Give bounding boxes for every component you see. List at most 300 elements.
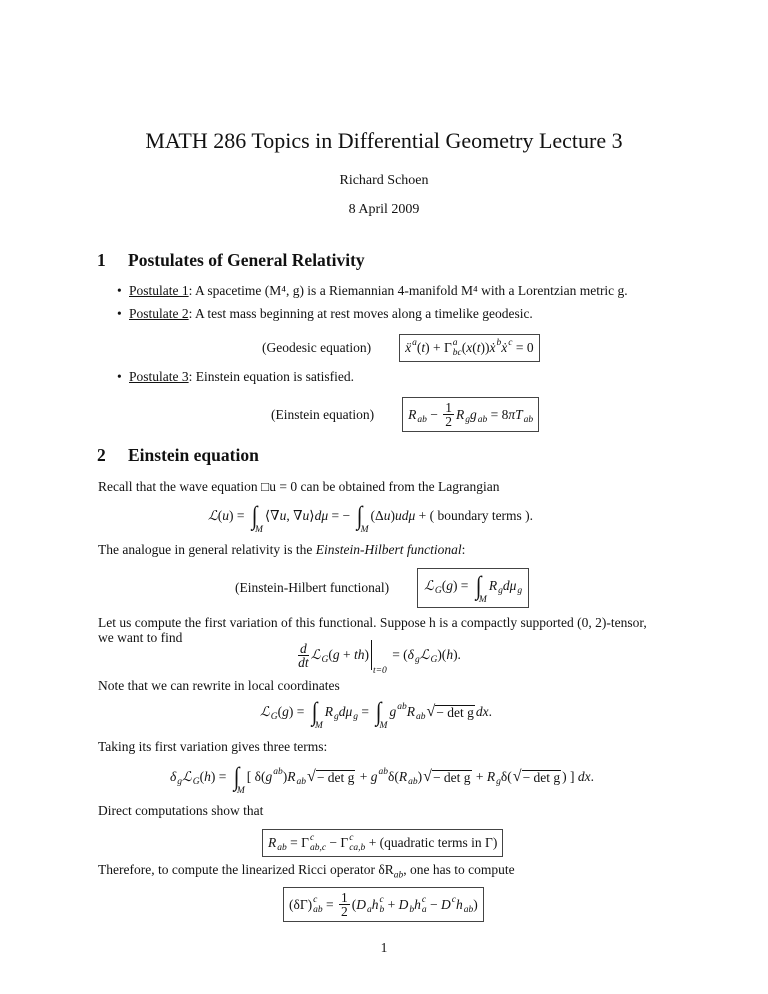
subscript: ab,c [309,843,327,853]
symbol-base: dx [577,769,591,784]
symbol-base: R [488,578,498,593]
radical-symbol: √ [423,768,432,785]
indices [464,895,474,915]
first-variation-display [170,762,595,796]
symbol-base: R [406,704,415,719]
subscript: G [430,655,438,665]
math-symbol [315,508,329,524]
symbol-base: th [353,647,365,662]
subscript: b [379,904,385,915]
text: The analogue in general relativity is the [98,542,316,557]
square-root [426,703,474,721]
numerator: 1 [445,400,452,415]
symbol-base: ℒ [260,704,270,719]
superscript [435,576,442,586]
symbol-base: h [204,769,211,784]
symbol-base: R [268,835,277,850]
math-text: δ( [388,769,399,784]
symbol-base: ẋ [489,340,496,355]
superscript [430,645,437,655]
integral-domain: M [379,721,388,731]
symbol-base: ẋ [501,340,508,355]
symbol-base: u [222,508,229,523]
list-item [117,369,354,385]
postulate-text: : A spacetime (M⁴, g) is a Riemannian 4-manifold M⁴ with a Lorentzian metric g. [188,283,628,298]
math-symbol [384,508,391,524]
integral-symbol: ∫ [376,697,382,726]
superscript [297,767,307,777]
math-text: = 8 [487,406,509,422]
math-text: ) = [210,769,230,784]
square-root [307,768,355,786]
math-text: ( [472,340,477,355]
symbol-base: g [389,704,397,719]
symbol-base: D [398,896,409,912]
indices [349,833,365,853]
indices [517,576,522,596]
integral-domain: M [236,786,245,796]
math-text: (Δ [370,508,384,523]
integral-domain: M [360,525,369,535]
math-text: + [356,769,371,784]
symbol-base: h [446,647,454,662]
math-symbol [490,338,502,358]
subscript [273,777,283,787]
math-symbol [399,767,418,787]
section-heading-2 [97,445,259,466]
subscript [379,777,389,787]
math-text: ). [453,647,461,662]
indices [435,576,442,596]
indices [321,645,328,665]
math-symbol [446,578,453,594]
math-symbol [503,576,522,596]
superscript: a [412,338,417,348]
math-symbol [456,405,470,425]
math-symbol [312,895,323,915]
bullet-icon: • [117,369,122,384]
square-root [423,768,471,786]
variation-display [296,640,461,676]
symbol-base: R [486,769,496,784]
subscript [397,712,407,722]
symbol-base: D [356,896,367,912]
math-text: = [358,704,373,719]
math-symbol [489,576,503,596]
superscript: ab [273,767,283,777]
subscript: ab [415,712,426,722]
indices [524,405,534,425]
einstein-hilbert-display [235,568,529,608]
radical-symbol: √ [307,768,316,785]
integral-sign [251,501,263,535]
math-text: ) [417,769,423,784]
math-text: ) = [288,704,308,719]
postulate-text: : Einstein equation is satisfied. [188,369,354,384]
math-text: ) [282,769,288,784]
subscript: a [367,904,372,915]
math-symbol [395,508,415,524]
symbol-base: ẍ [405,340,412,355]
integral-symbol: ∫ [357,501,363,530]
subscript: ab [313,904,323,915]
math-text: ) = [452,578,472,593]
superscript [271,702,278,712]
superscript [193,767,200,777]
equation-label: (Geodesic equation) [262,340,372,355]
radical-symbol: √ [426,703,436,720]
radicand: − det g [522,769,561,785]
superscript [321,645,328,655]
symbol-base: ℒ [424,578,434,593]
subscript: g [465,414,470,425]
symbol-base: g [370,769,378,784]
math-text: − [326,835,341,850]
math-text: = 0 [512,340,534,355]
emphasis: Einstein-Hilbert functional [315,542,462,557]
symbol-base: g [265,769,273,784]
math-symbol [182,767,200,787]
subscript: g [334,712,339,722]
postulate-text: : A test mass beginning at rest moves along a timelike geodesic. [188,306,533,321]
text: Therefore, to compute the linearized Ricci operator δR [98,862,394,877]
integral-symbol: ∫ [311,697,318,726]
indices [297,767,307,787]
einstein-equation-display [271,397,539,432]
equation-box [402,397,539,432]
local-coordinates-equation [260,697,492,731]
math-text: − [426,406,442,422]
bullet-icon: • [117,283,122,298]
math-symbol [208,508,218,524]
math-text: [ δ( [246,769,266,784]
bullet-icon: • [117,306,122,321]
math-text: )) [480,340,490,355]
document-title: MATH 286 Topics in Differential Geometry Lecture 3 [145,128,623,153]
subscript: ab [393,870,404,881]
ricci-equation [268,833,497,853]
math-text: ( [277,704,283,719]
indices [478,405,488,425]
superscript [524,405,534,415]
symbol-base: Γ [301,835,309,850]
math-symbol [222,508,229,524]
math-symbol [420,645,438,665]
superscript: c [309,833,315,843]
integral-domain: M [314,721,323,731]
math-symbol [389,702,406,722]
subscript: ab [277,843,287,853]
indices [430,645,437,665]
math-symbol [441,895,456,915]
lagrangian-equation [208,501,534,535]
math-symbol [325,702,339,722]
symbol-base: δ [170,769,177,784]
local-coordinates-display [260,697,492,731]
evaluation-point: t=0 [373,666,387,676]
first-variation-equation [170,762,595,796]
math-symbol [301,833,326,853]
superscript: c [379,894,384,905]
math-text: ) [473,896,478,912]
equation-box [262,829,503,857]
math-symbol [578,769,591,785]
superscript [277,833,287,843]
math-text: = − [328,508,354,523]
math-text: )( [437,647,447,662]
paragraph: Direct computations show that [98,803,264,818]
symbol-base: h [414,896,421,912]
math-text: ⟩ [309,508,315,523]
subscript: g [414,655,420,665]
math-symbol [405,338,417,358]
indices [277,833,287,853]
ricci-display [262,829,503,857]
symbol-base: ℒ [310,647,321,662]
symbol-base: x [466,340,473,355]
denominator: 2 [445,414,452,429]
symbol-base: R [408,406,417,422]
indices [416,702,426,722]
integral-domain: M [478,595,487,605]
date: 8 April 2009 [348,202,420,217]
math-text: ( [217,508,223,523]
math-text: ) = [228,508,248,523]
superscript [464,895,474,905]
subscript: ab [477,414,488,425]
subscript: bc [452,348,462,358]
math-symbol [508,405,533,425]
symbol-base: t [421,340,426,355]
postulate-label: Postulate 1 [129,283,189,298]
math-symbol [311,645,329,665]
symbol-base: Γ [340,835,349,850]
superscript: c [349,833,354,843]
equation-box [399,334,540,362]
symbol-base: R [287,769,296,784]
math-text: ) ] [562,769,578,784]
equation-label: (Einstein-Hilbert functional) [235,580,390,595]
subscript: b [409,904,415,915]
equation-box [283,887,484,922]
math-symbol [456,895,473,915]
math-symbol [407,702,426,722]
geodesic-equation-display [262,334,540,362]
integral-sign [356,501,369,535]
math-symbol [340,833,365,853]
subscript: ca,b [349,843,366,853]
einstein-equation [408,401,533,428]
math-symbol [356,895,372,915]
math-text: = [322,896,338,912]
indices [408,767,418,787]
math-text: = ( [388,647,408,662]
symbol-base: u [383,508,391,523]
symbol-base: δ [407,647,414,662]
symbol-base: g [282,704,289,719]
math-symbol [408,645,420,665]
integral-symbol: ∫ [233,762,240,791]
math-text: (δΓ) [289,896,313,912]
list-item [117,306,533,322]
paragraph: Taking its first variation gives three terms: [98,739,328,754]
math-text: + ( boundary terms ). [415,508,534,523]
subscript: ab [523,414,534,425]
symbol-base: ℒ [182,769,192,784]
fraction [443,401,454,428]
math-symbol [303,508,310,524]
math-symbol [287,767,306,787]
math-text: + [472,769,487,784]
symbol-base: g [332,647,340,662]
math-symbol [282,704,289,720]
subscript: g [177,777,183,787]
math-symbol [268,833,287,853]
symbol-base: t [476,340,481,355]
math-symbol [280,508,287,524]
denominator: dt [298,654,309,670]
superscript [417,405,427,415]
symbol-base: dμ [338,704,353,719]
indices [379,767,389,787]
integral-sign [311,697,323,731]
paragraph: Note that we can rewrite in local coordinates [98,678,340,693]
page-number: 1 [380,940,388,955]
paragraph: we want to find [98,630,183,645]
radicand: − det g [436,704,474,720]
symbol-base: Γ [443,340,452,355]
superscript: c [313,894,318,905]
math-text: δ( [500,769,512,784]
math-symbol [446,647,453,663]
subscript: G [321,655,329,665]
math-text: . [488,704,492,719]
math-text: + [339,647,354,662]
symbol-base: dμ [314,508,329,523]
fraction [339,891,350,918]
symbol-base: R [324,704,334,719]
math-symbol [424,576,442,596]
indices [417,405,427,425]
integral-symbol: ∫ [475,571,482,600]
math-text: = [286,835,302,850]
subscript: a [421,904,427,915]
subscript: ab [417,414,427,425]
symbol-base: g [469,406,477,422]
math-text: ) + [425,340,444,355]
math-text: ) [364,647,369,662]
math-symbol [487,767,501,787]
indices [271,702,278,722]
paragraph [98,862,515,881]
math-symbol [399,895,415,915]
symbol-base: udμ [394,508,416,523]
math-text: ( [351,896,357,912]
math-symbol [266,767,283,787]
superscript: b [496,338,502,348]
symbol-base: dx [475,704,489,719]
subscript: G [434,586,442,596]
paragraph: Recall that the wave equation □u = 0 can be obtained from the Lagrangian [98,479,500,494]
radicand: − det g [316,769,355,785]
symbol-base: ℒ [419,647,430,662]
math-text: , ∇ [286,508,303,523]
math-symbol [371,767,388,787]
section-title: Einstein equation [128,445,259,465]
math-text: ⟨∇ [264,508,280,523]
math-symbol [204,769,211,785]
christoffel-variation-display [283,887,484,922]
numerator: 1 [341,890,348,905]
subscript: G [192,777,200,787]
paragraph [98,542,465,558]
symbol-base: h [456,896,463,912]
superscript [416,702,426,712]
math-text: ( [441,578,447,593]
superscript: ab [378,767,389,777]
superscript: c [421,894,427,905]
subscript: ab [296,777,307,787]
symbol-base: g [446,578,453,593]
author: Richard Schoen [339,173,429,188]
variation-equation [296,640,461,676]
postulate-label: Postulate 3 [129,369,189,384]
math-symbol [408,405,427,425]
symbol-base: R [398,769,408,784]
paragraph: Let us compute the first variation of this functional. Suppose h is a compactly supported (0, 2)-tensor, [98,615,647,630]
symbol-base: πT [508,406,523,422]
math-symbol [476,704,489,720]
subscript: ab [408,777,418,787]
math-symbol [260,702,278,722]
indices [273,767,283,787]
subscript: G [270,712,278,722]
math-symbol [170,767,182,787]
subscript: g [496,777,501,787]
postulate-label: Postulate 2 [129,306,189,321]
integral-sign [375,697,388,731]
evaluation-bar [371,640,387,676]
section-title: Postulates of General Relativity [128,250,365,270]
symbol-base: h [371,896,379,912]
numerator: d [300,640,307,656]
math-symbol [444,338,462,358]
math-text: + (quadratic terms in Γ) [365,835,498,850]
superscript [478,405,488,415]
christoffel-variation-equation [289,891,478,918]
symbol-base: R [455,406,465,422]
subscript: g [498,586,503,596]
integral-sign [475,571,487,605]
text: : [461,542,466,557]
math-text: ( [461,340,467,355]
symbol-base: u [302,508,310,523]
einstein-hilbert-equation [424,571,523,605]
superscript: c [508,338,513,348]
math-text: ) [390,508,395,523]
text: , one has to compute [403,862,515,877]
equation-label: (Einstein equation) [271,406,375,422]
math-symbol [372,895,385,915]
symbol-base: D [441,896,451,912]
lagrangian-display [208,501,534,535]
math-text: ( [328,647,333,662]
math-symbol [339,702,358,722]
symbol-base: dμ [502,578,517,593]
subscript: g [353,712,359,722]
fraction [298,642,309,669]
integral-symbol: ∫ [251,501,258,530]
